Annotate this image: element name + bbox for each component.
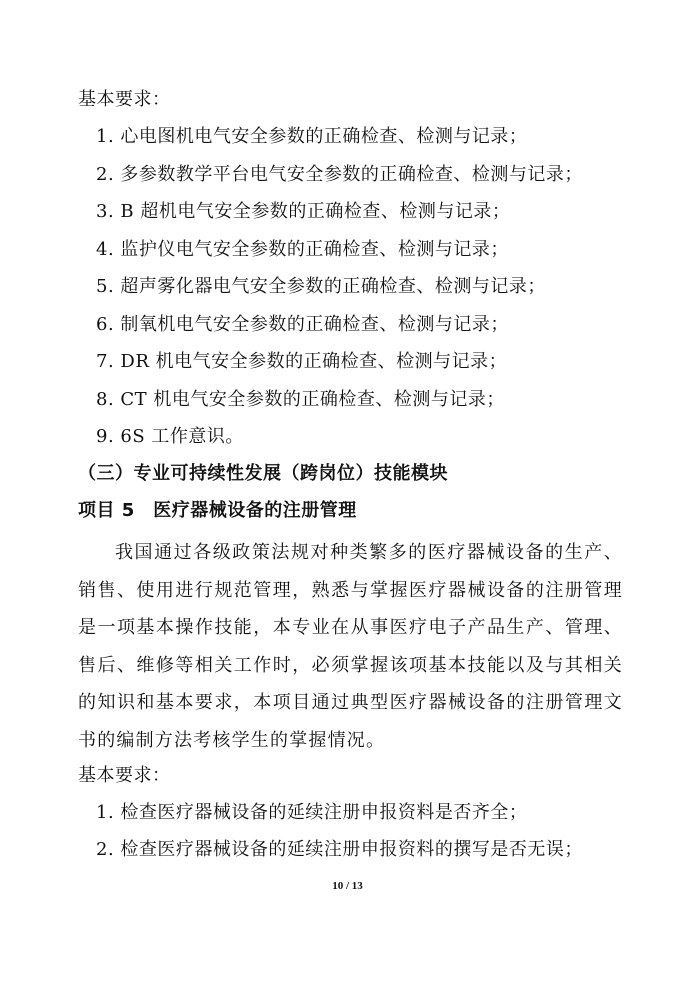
requirement-item: 4. 监护仪电气安全参数的正确检查、检测与记录； [96,239,509,260]
requirement-item: 1. 心电图机电气安全参数的正确检查、检测与记录； [96,126,528,147]
project-heading: 项目 5 医疗器械设备的注册管理 [78,500,357,521]
requirement-item: 3. B 超机电气安全参数的正确检查、检测与记录； [96,201,511,222]
requirement-item: 8. CT 机电气安全参数的正确检查、检测与记录； [96,389,505,410]
module-heading: （三）专业可持续性发展（跨岗位）技能模块 [78,463,448,484]
requirement-item: 2. 检查医疗器械设备的延续注册申报资料的撰写是否无误； [96,839,583,860]
requirement-item: 6. 制氧机电气安全参数的正确检查、检测与记录； [96,314,509,335]
requirements-label: 基本要求： [78,765,171,786]
requirement-item: 7. DR 机电气安全参数的正确检查、检测与记录； [96,351,508,372]
requirement-item: 1. 检查医疗器械设备的延续注册申报资料是否齐全； [96,802,528,823]
page-number: 10 / 13 [332,880,363,892]
requirements-label: 基本要求： [78,89,171,110]
requirement-item: 5. 超声雾化器电气安全参数的正确检查、检测与记录； [96,276,546,297]
requirement-item: 9. 6S 工作意识。 [96,426,244,447]
requirement-item: 2. 多参数教学平台电气安全参数的正确检查、检测与记录； [96,164,583,185]
project-intro-paragraph: 我国通过各级政策法规对种类繁多的医疗器械设备的生产、销售、使用进行规范管理，熟悉与掌握医疗器械设备的注册管理是一项基本操作技能，本专业在从事医疗电子产品生产、管理、售后、维修等相关工作时，必须掌握该项基本技能以及与其相关的知识和基本要求，本项目通过典型医疗器械设备的注册管理文书的编制方法考核学生的掌握情况。 [78,542,623,751]
